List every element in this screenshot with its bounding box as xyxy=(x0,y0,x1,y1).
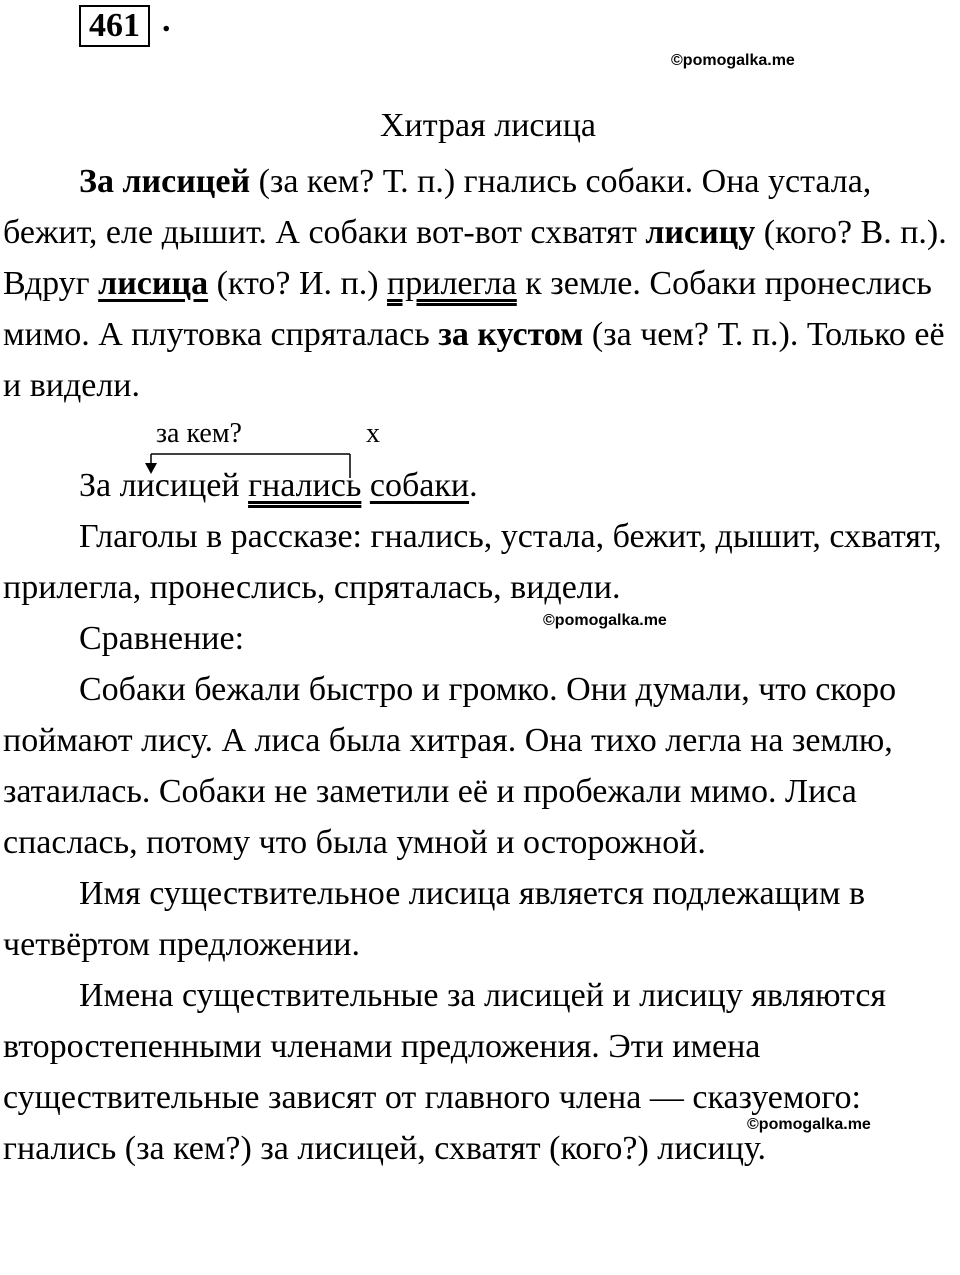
watermark-bottom: ©pomogalka.me xyxy=(747,1116,871,1133)
watermark-middle: ©pomogalka.me xyxy=(543,612,667,629)
sentence-space xyxy=(361,467,370,504)
text-fragment: (за кем? Т. п.) гнались собаки. Она устала, бежит, еле дышит. А собаки вот-вот схватят xyxy=(3,163,872,251)
exercise-number: 461 xyxy=(79,5,150,47)
verbs-paragraph: Глаголы в рассказе: гнались, устала, бежит, дышит, схватят, прилегла, пронеслись, спряталась, видели. xyxy=(3,518,942,606)
answer-block xyxy=(3,511,960,1174)
sentence-subject: собаки xyxy=(369,467,470,504)
watermark-top: ©pomogalka.me xyxy=(671,52,795,69)
bold-word-za-lisitsey: За лисицей xyxy=(79,163,251,200)
text-fragment: (за чем? Т. п.). Только её и видели. xyxy=(3,316,945,404)
sentence-part: За лисицей xyxy=(79,467,249,504)
story-paragraph xyxy=(3,156,960,411)
comparison-label: Сравнение: xyxy=(79,620,245,657)
comparison-story: Собаки бежали быстро и громко. Они думали, что скоро поймают лису. А лиса была хитрая. Она тихо легла на землю, затаилась. Собаки не заметили её и пробежали мимо. Лиса спаслась, потому что была умной и осторожной. xyxy=(3,671,897,861)
bold-word-za-kustom: за кустом xyxy=(438,316,584,353)
scheme-mark: x xyxy=(366,418,380,449)
text-fragment: (кого? В. п.). Вдруг xyxy=(3,214,947,302)
bold-word-lisitsu: лисицу xyxy=(645,214,756,251)
sentence-scheme xyxy=(0,418,960,466)
subject-paragraph: Имя существительное лисица является подлежащим в четвёртом предложении. xyxy=(3,875,866,963)
story-title: Хитрая лисица xyxy=(380,107,596,144)
exercise-number-dot: . xyxy=(162,2,171,39)
text-fragment: (кто? И. п.) xyxy=(208,265,388,302)
sentence-dot: . xyxy=(469,467,478,504)
predicate-prilegla: прилегла xyxy=(387,265,517,302)
sentence-predicate: гнались xyxy=(248,467,362,504)
subject-lisitsa: лисица xyxy=(98,265,209,302)
text-fragment: к земле. Собаки пронеслись мимо. А плутовка спряталась xyxy=(3,265,932,353)
secondary-members-paragraph: Имена существительные за лисицей и лисицу являются второстепенными членами предложения. Эти имена существительные зависят от главного члена — сказуемого: гнались (за кем?) за лисицей, схватят (кого?) лисицу. xyxy=(3,977,887,1167)
parsed-sentence xyxy=(79,460,478,511)
scheme-question: за кем? xyxy=(156,418,242,449)
